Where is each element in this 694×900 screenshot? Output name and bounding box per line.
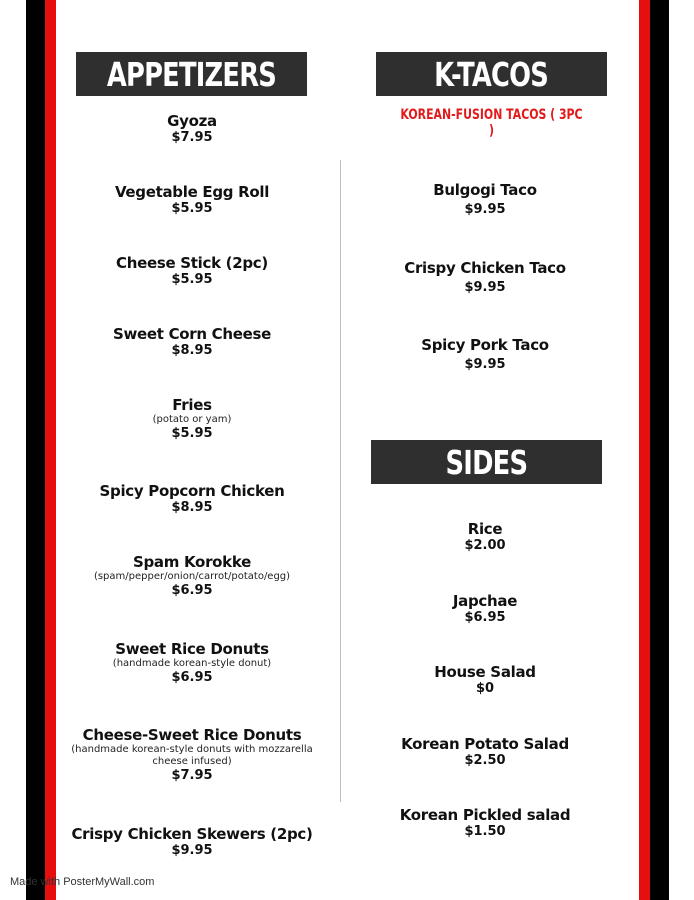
item-description: (potato or yam) [152, 414, 232, 425]
ktacos-heading: K-TACOS [376, 52, 607, 96]
menu-item [370, 736, 600, 768]
menu-item [370, 260, 600, 295]
item-price: $8.95 [171, 343, 213, 358]
item-price: $9.95 [464, 202, 506, 217]
item-name: Vegetable Egg Roll [114, 183, 270, 201]
menu-item [370, 807, 600, 839]
menu-item [62, 483, 322, 515]
item-price: $2.50 [464, 753, 506, 768]
item-name: Cheese-Sweet Rice Donuts [82, 726, 302, 744]
menu-item [62, 826, 322, 858]
item-price: $9.95 [171, 843, 213, 858]
column-divider [340, 160, 341, 802]
item-name: Crispy Chicken Skewers (2pc) [71, 825, 313, 843]
menu-item [62, 727, 322, 783]
appetizers-heading: APPETIZERS [76, 52, 307, 96]
item-price: $7.95 [171, 768, 213, 783]
menu-item [62, 184, 322, 216]
item-price: $6.95 [171, 583, 213, 598]
item-price: $8.95 [171, 500, 213, 515]
left-black-border [26, 0, 45, 900]
menu-item [370, 664, 600, 696]
menu-item [370, 521, 600, 553]
item-price: $5.95 [171, 272, 213, 287]
menu-item [62, 326, 322, 358]
item-price: $9.95 [464, 357, 506, 372]
menu-item [62, 641, 322, 685]
item-name: Bulgogi Taco [433, 181, 537, 199]
item-price: $2.00 [464, 538, 506, 553]
item-name: Gyoza [167, 112, 217, 130]
item-price: $5.95 [171, 201, 213, 216]
item-name: Spicy Popcorn Chicken [99, 482, 285, 500]
item-name: Fries [172, 396, 212, 414]
item-price: $0 [475, 681, 495, 696]
menu-item [370, 337, 600, 372]
item-name: Spam Korokke [132, 553, 251, 571]
item-name: Korean Pickled salad [399, 806, 571, 824]
item-price: $7.95 [171, 130, 213, 145]
left-red-border [45, 0, 56, 900]
item-name: Rice [467, 520, 503, 538]
ktacos-subheading: KOREAN-FUSION TACOS ( 3PC ) [400, 107, 583, 139]
item-name: House Salad [434, 663, 536, 681]
menu-item [62, 397, 322, 441]
right-red-border [639, 0, 650, 900]
menu-item [370, 182, 600, 217]
menu-item [62, 255, 322, 287]
menu-item [62, 554, 322, 598]
item-price: $5.95 [171, 426, 213, 441]
watermark: Made with PosterMyWall.com [10, 876, 155, 888]
menu-item [62, 113, 322, 145]
item-price: $6.95 [464, 610, 506, 625]
item-name: Crispy Chicken Taco [404, 259, 566, 277]
item-name: Cheese Stick (2pc) [116, 254, 268, 272]
sides-heading: SIDES [371, 440, 602, 484]
item-name: Sweet Rice Donuts [115, 640, 269, 658]
item-description: (spam/pepper/onion/carrot/potato/egg) [93, 571, 291, 582]
item-name: Korean Potato Salad [401, 735, 569, 753]
right-black-border [650, 0, 669, 900]
item-name: Spicy Pork Taco [421, 336, 549, 354]
item-name: Sweet Corn Cheese [112, 325, 272, 343]
item-price: $1.50 [464, 824, 506, 839]
menu-item [370, 593, 600, 625]
item-description: (handmade korean-style donut) [112, 658, 272, 669]
item-price: $6.95 [171, 670, 213, 685]
item-name: Japchae [452, 592, 518, 610]
item-price: $9.95 [464, 280, 506, 295]
item-description: (handmade korean-style donuts with mozzarella cheese infused) [71, 744, 313, 767]
